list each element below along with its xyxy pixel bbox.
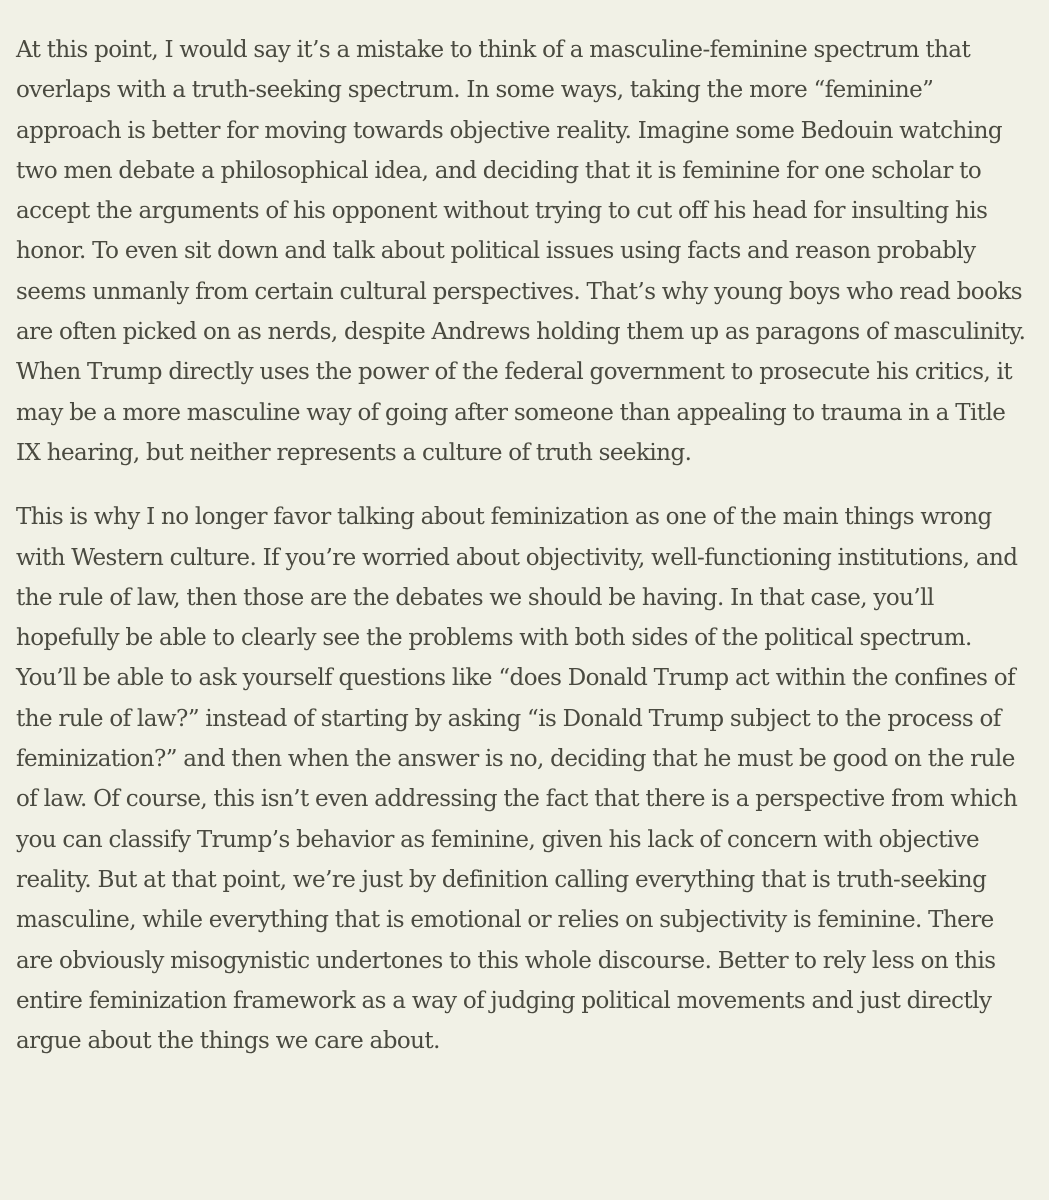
- paragraph-2: This is why I no longer favor talking about feminization as one of the main things wrong with Western culture. If you’re worried about objectivity, well-functioning institutions, and the rule of law, then those are the debates we should be having. In that case, you’ll hopefully be able to clearly see the problems with both sides of the political spectrum. You’ll be able to ask yourself questions like “does Donald Trump act within the confines of the rule of law?” instead of starting by asking “is Donald Trump subject to the process of feminization?” and then when the answer is no, deciding that he must be good on the rule of law. Of course, this isn’t even addressing the fact that there is a perspective from which you can classify Trump’s behavior as feminine, given his lack of concern with objective reality. But at that point, we’re just by definition calling everything that is truth-seeking masculine, while everything that is emotional or relies on subjectivity is feminine. There are obviously misogynistic undertones to this whole discourse. Better to rely less on this entire feminization framework as a way of judging political movements and just directly argue about the things we care about.: [16, 504, 1018, 1055]
- article-body: [16, 30, 1036, 1061]
- paragraph-1: At this point, I would say it’s a mistake to think of a masculine-feminine spectrum that overlaps with a truth-seeking spectrum. In some ways, taking the more “feminine” approach is better for moving towards objective reality. Imagine some Bedouin watching two men debate a philosophical idea, and deciding that it is feminine for one scholar to accept the arguments of his opponent without trying to cut off his head for insulting his honor. To even sit down and talk about political issues using facts and reason probably seems unmanly from certain cultural perspectives. That’s why young boys who read books are often picked on as nerds, despite Andrews holding them up as paragons of masculinity. When Trump directly uses the power of the federal government to prosecute his critics, it may be a more masculine way of going after someone than appealing to trauma in a Title IX hearing, but neither represents a culture of truth seeking.: [16, 37, 1026, 466]
